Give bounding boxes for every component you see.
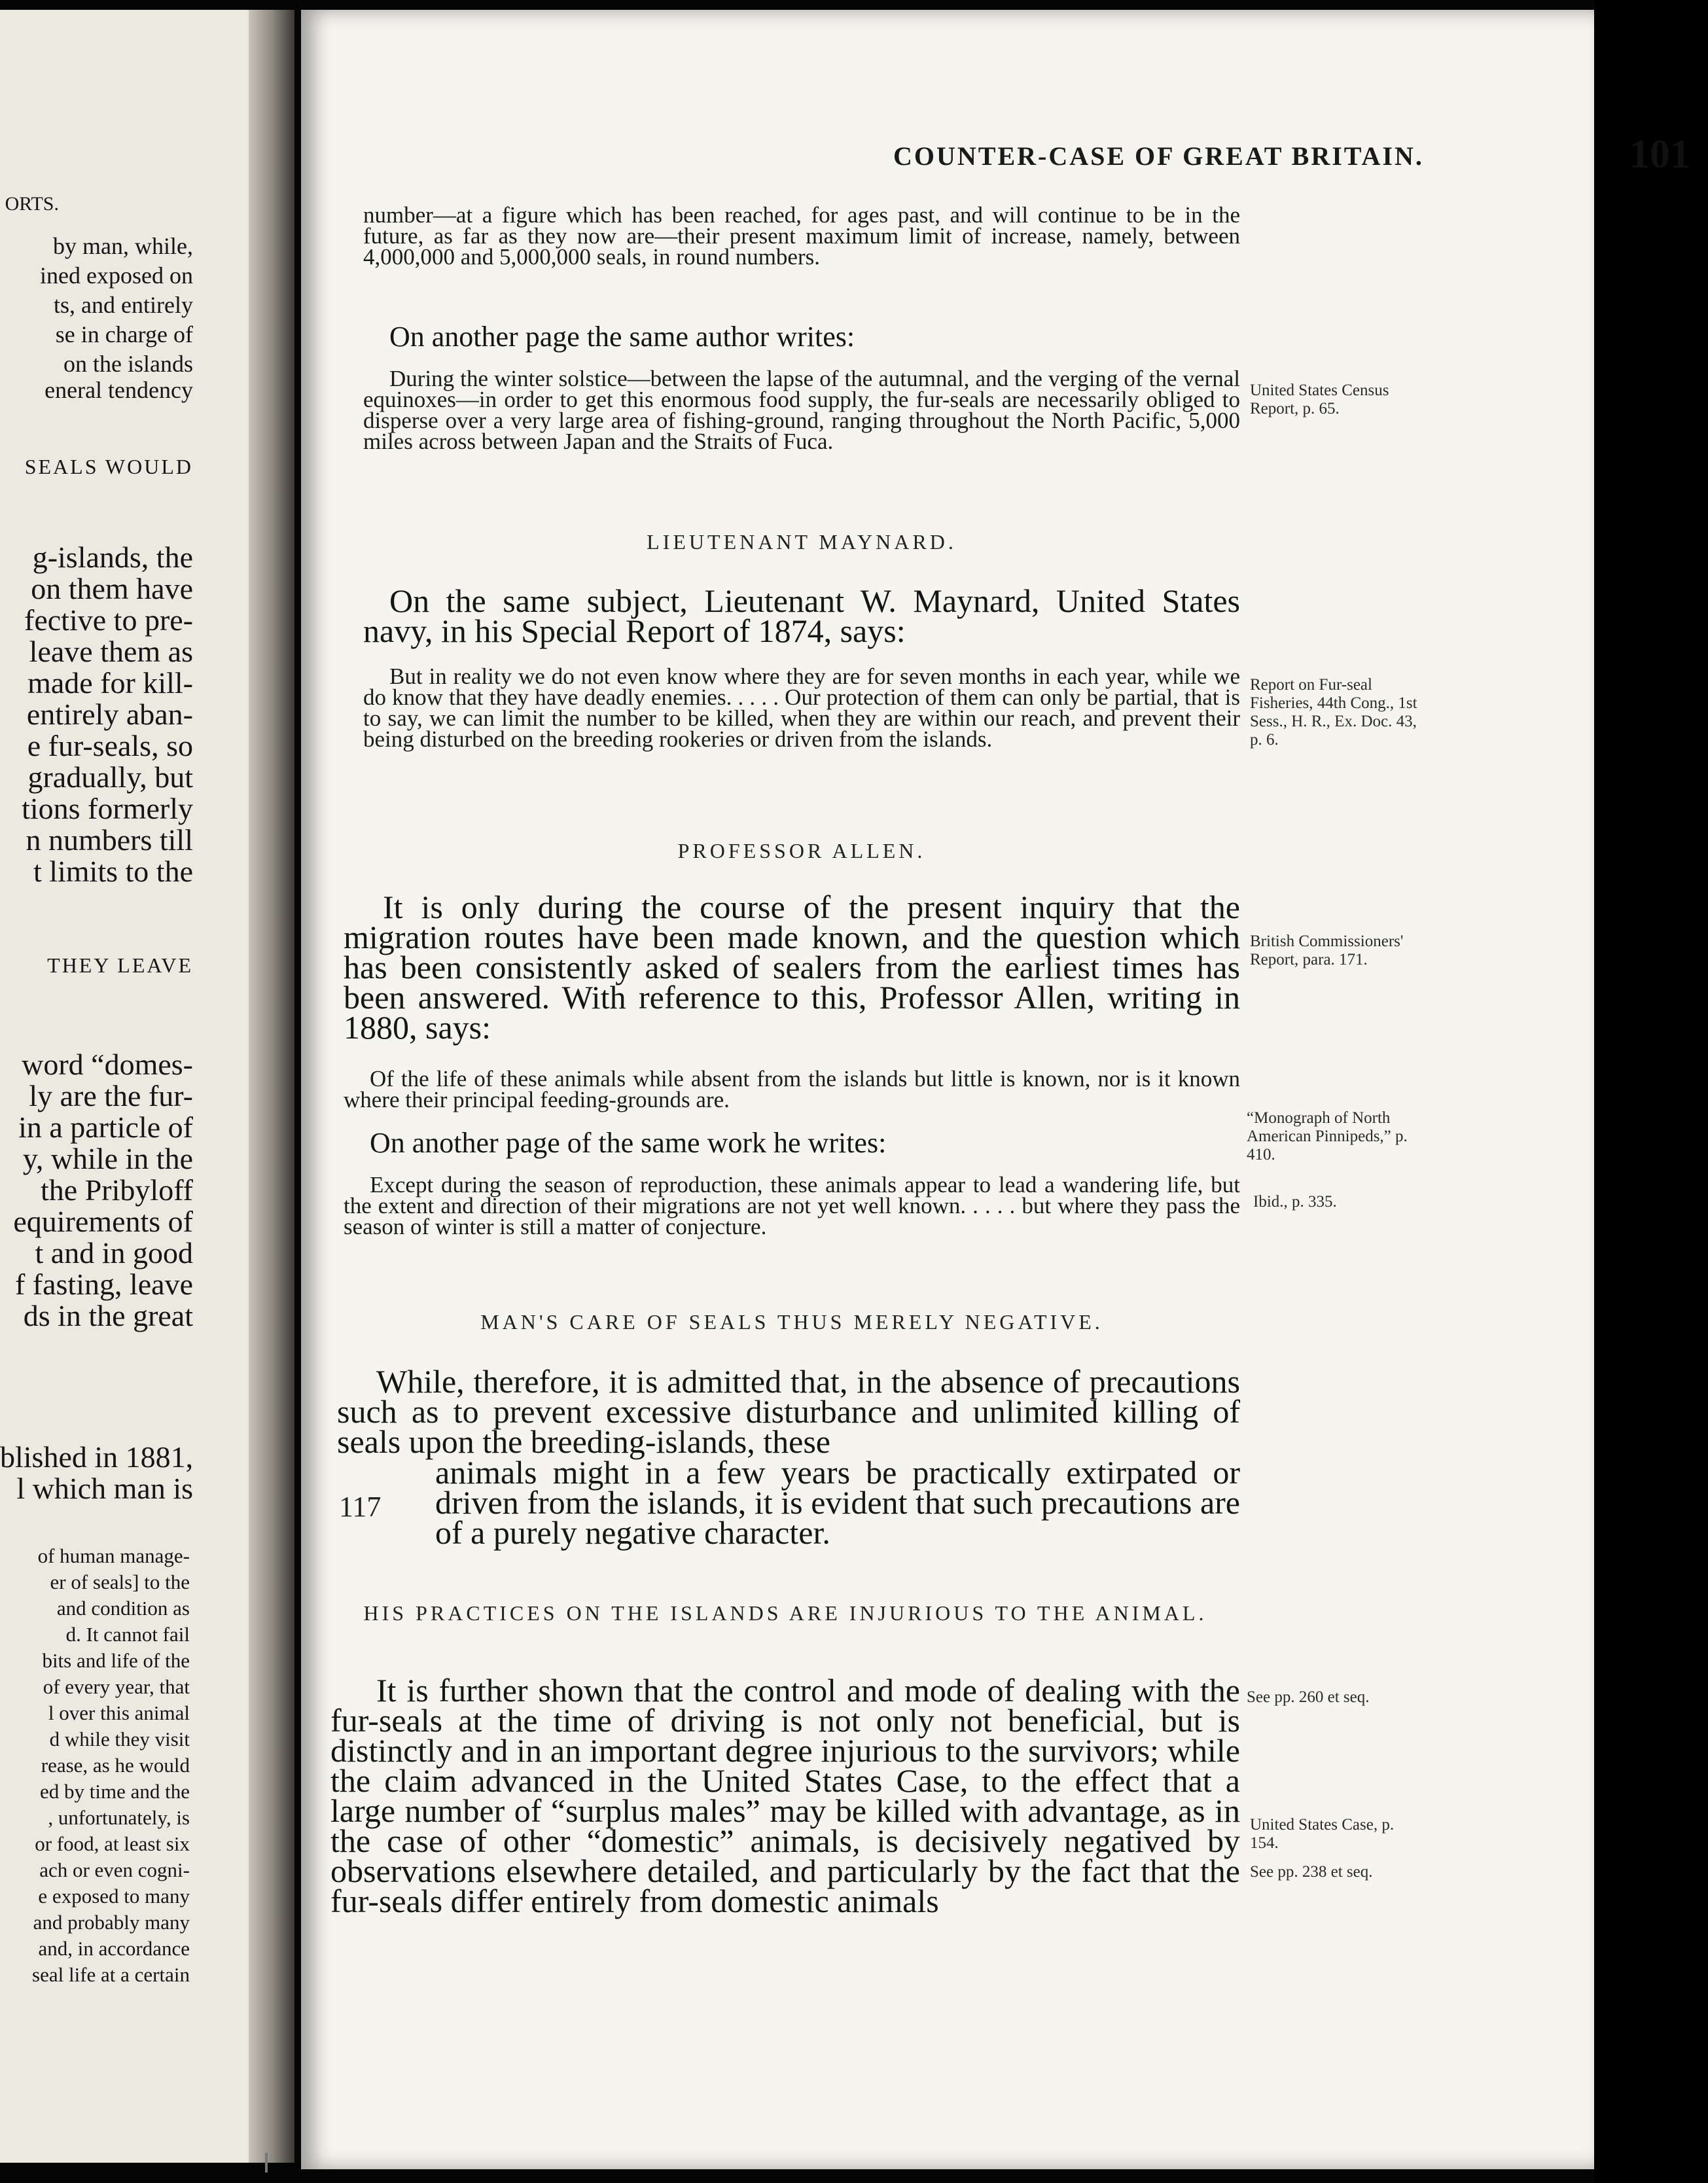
left-page-line: ORTS. (5, 193, 59, 215)
left-page-line: l which man is (16, 1472, 193, 1505)
margin-note-monograph: “Monograph of North American Pinnipeds,” p. 410. (1247, 1109, 1408, 1163)
left-page-line: word “domes- (22, 1048, 193, 1081)
left-page-line: n numbers till (26, 823, 193, 857)
left-page-line: of every year, that (43, 1675, 190, 1698)
left-page-line: seal life at a certain (32, 1963, 190, 1986)
margin-note-ibid: Ibid., p. 335. (1253, 1193, 1337, 1211)
quote-block-4: Of the life of these animals while absent from the islands but little is known, nor is it known where their principal feeding-grounds are. (344, 1066, 1240, 1112)
left-page-line: , unfortunately, is (48, 1806, 190, 1829)
paragraph-maynard: On the same subject, Lieutenant W. Maynard, United States navy, in his Special Report of 1874, says: (363, 582, 1240, 649)
left-page-line: g-islands, the (32, 541, 193, 574)
margin-note-fur-seal-report: Report on Fur-seal Fisheries, 44th Cong., 1st Sess., H. R., Ex. Doc. 43, p. 6. (1250, 676, 1417, 749)
left-page-line: y, while in the (22, 1142, 193, 1175)
margin-note-us-case: United States Case, p. 154. (1250, 1816, 1395, 1852)
left-page-line: entirely aban- (26, 698, 193, 731)
paragraph-number: 117 (339, 1491, 382, 1523)
quote-block-5: Except during the season of reproduction, these animals appear to lead a wandering life, but the extent and direction of their migrations are not yet well known. . . . . but where they pass the season of winter is still a matter of conjecture. (344, 1172, 1240, 1239)
scan-mark (265, 2153, 268, 2173)
paragraph-injurious: It is further shown that the control and mode of dealing with the fur-seals at the time of driving is not only not beneficial, but is distinctly and in an important degree injurious to the survivors; while the claim advanced in the United States Case, to the effect that a large number of “surplus males” may be killed with advantage, as in the case of other “domestic” animals, is decisively negatived by observations elsewhere detailed, and particularly by the fact that the fur-seals differ entirely from domestic animals (330, 1672, 1240, 1919)
margin-note-see-238: See pp. 238 et seq. (1250, 1863, 1373, 1881)
left-page-line: tions formerly (22, 792, 193, 825)
left-page-line: bits and life of the (42, 1649, 190, 1672)
left-page-line: e exposed to many (38, 1885, 190, 1908)
left-page-line: on them have (31, 572, 193, 605)
left-page-line: or food, at least six (35, 1832, 190, 1855)
left-page-line: and condition as (56, 1597, 190, 1620)
heading-professor-allen: PROFESSOR ALLEN. (677, 839, 926, 862)
lead-in-1: On another page the same author writes: (389, 321, 855, 353)
book-gutter (249, 10, 294, 2163)
left-page-line: gradually, but (27, 760, 193, 794)
left-page-line: ds in the great (23, 1299, 193, 1332)
left-page-line: er of seals] to the (50, 1571, 190, 1593)
left-page-line: t and in good (35, 1236, 193, 1269)
left-page-line: f fasting, leave (14, 1268, 193, 1301)
page-number: 101 (1629, 132, 1690, 177)
left-page-line: equirements of (13, 1205, 193, 1238)
left-page-line: ly are the fur- (29, 1079, 193, 1112)
left-page-line: THEY LEAVE (47, 953, 193, 977)
main-page (301, 10, 1690, 2169)
left-page-line: by man, while, (53, 233, 193, 259)
left-page-line: ed by time and the (40, 1780, 190, 1803)
heading-lieutenant-maynard: LIEUTENANT MAYNARD. (647, 530, 957, 554)
left-facing-page (0, 10, 249, 2163)
running-header: COUNTER-CASE OF GREAT BRITAIN. (893, 141, 1424, 171)
left-page-line: in a particle of (18, 1110, 193, 1144)
margin-note-census: United States Census Report, p. 65. (1250, 382, 1389, 417)
left-page-line: the Pribyloff (41, 1173, 193, 1207)
left-page-line: rease, as he would (41, 1754, 190, 1777)
left-page-line: ach or even cogni- (39, 1858, 190, 1881)
paragraph-negative-2: animals might in a few years be practically extirpated or driven from the islands, it is evident that such precautions are of a purely negative character. (435, 1454, 1240, 1551)
left-page-line: leave them as (29, 635, 193, 668)
left-page-line: d while they visit (49, 1728, 190, 1750)
left-page-line: ined exposed on (40, 262, 193, 289)
heading-mans-care-negative: MAN'S CARE OF SEALS THUS MERELY NEGATIVE. (480, 1310, 1103, 1334)
left-page-line: and, in accordance (38, 1937, 190, 1960)
left-page-line: on the islands (63, 351, 193, 377)
quote-block-3: But in reality we do not even know where they are for seven months in each year, while we do know that they have deadly enemies. . . . . Our protection of them can only be partial, that is to say, we can limit the number to be killed, when they are within our reach, and prevent their being disturbed on the breeding rookeries or driven from the islands. (363, 664, 1240, 752)
left-page-line: ts, and entirely (54, 292, 193, 318)
left-page-line: t limits to the (33, 855, 193, 888)
left-page-line: l over this animal (48, 1701, 190, 1724)
left-page-line: d. It cannot fail (65, 1623, 190, 1646)
paragraph-allen: It is only during the course of the present inquiry that the migration routes have been made known, and the question which has been consistently asked of sealers from the earliest times has been answered. With reference to this, Professor Allen, writing in 1880, says: (344, 889, 1240, 1046)
left-page-line: e fur-seals, so (27, 729, 193, 762)
lead-in-2: On another page of the same work he writes: (370, 1127, 887, 1159)
left-page-line: SEALS WOULD (24, 455, 193, 478)
left-page-line: se in charge of (55, 321, 193, 347)
paragraph-negative-1: While, therefore, it is admitted that, in the absence of precautions such as to prevent excessive disturbance and unlimited killing of seals upon the breeding-islands, these (337, 1363, 1240, 1460)
margin-note-british-commissioners: British Commissioners' Report, para. 171. (1250, 932, 1404, 968)
left-page-line: made for kill- (27, 666, 193, 700)
left-page-line: fective to pre- (24, 603, 193, 637)
left-page-line: blished in 1881, (0, 1440, 194, 1474)
quote-block-1: number—at a figure which has been reached, for ages past, and will continue to be in the future, as far as they now are—their present maximum limit of increase, namely, between 4,000,000 and 5,000,000 seals, in round numbers. (363, 202, 1240, 270)
left-page-line: and probably many (33, 1911, 190, 1934)
left-page-line: eneral tendency (44, 377, 193, 403)
left-page-line: of human manage- (37, 1544, 190, 1567)
quote-block-2: During the winter solstice—between the lapse of the autumnal, and the verging of the vernal equinoxes—in order to get this enormous food supply, the fur-seals are necessarily obliged to disperse over a very large area of fishing-ground, ranging throughout the North Pacific, 5,000 miles across between Japan and the Straits of Fuca. (363, 366, 1240, 454)
heading-practices-injurious: HIS PRACTICES ON THE ISLANDS ARE INJURIOUS TO THE ANIMAL. (363, 1601, 1207, 1625)
margin-note-see-260: See pp. 260 et seq. (1247, 1688, 1370, 1706)
